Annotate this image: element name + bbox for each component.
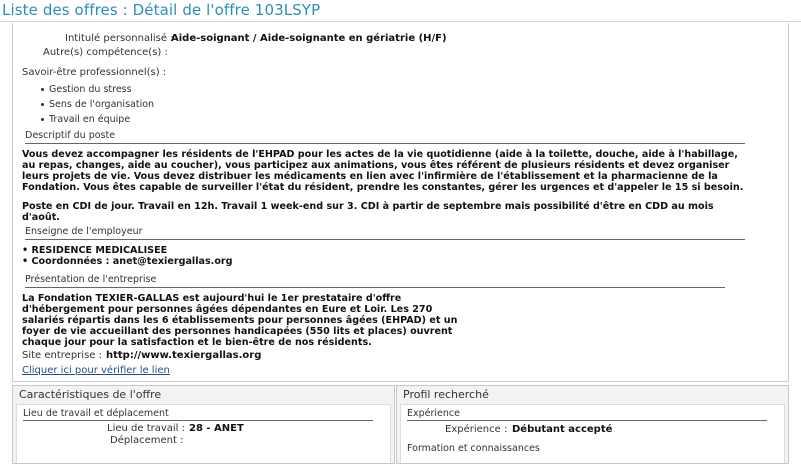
formation-section-title: Formation et connaissances bbox=[407, 443, 540, 454]
intitule-label: Intitulé personnalisé : bbox=[65, 33, 174, 44]
savoir-item-label: Gestion du stress bbox=[49, 84, 132, 95]
poste-line: d'août. bbox=[22, 212, 60, 223]
title-divider bbox=[0, 21, 801, 22]
profil-title: Profil recherché bbox=[397, 386, 788, 403]
savoir-item-label: Sens de l'organisation bbox=[49, 99, 155, 110]
site-value[interactable]: http://www.texiergallas.org bbox=[106, 350, 262, 361]
poste-line: Poste en CDI de jour. Travail en 12h. Travail 1 week-end sur 3. CDI à partir de septembre mais possibilité d'être en CDD au mois bbox=[22, 201, 714, 212]
lieu-section-divider bbox=[23, 420, 373, 421]
enseigne-line: • RESIDENCE MEDICALISEE bbox=[22, 245, 168, 256]
experience-label: Expérience : bbox=[445, 424, 508, 435]
descriptif-line: leurs projets de vie. Vous devez distribuer les médicaments en lien avec l'infirmière de l'établissement et la pharmacienne de la bbox=[22, 171, 718, 182]
lieu-value: 28 - ANET bbox=[189, 423, 244, 434]
intitule-value: Aide-soignant / Aide-soignante en gériatrie (H/F) bbox=[171, 33, 447, 44]
caracteristiques-body bbox=[16, 404, 391, 463]
savoir-etre-label: Savoir-être professionnel(s) : bbox=[22, 67, 167, 78]
bullet-icon bbox=[41, 118, 44, 121]
presentation-line: foyer de vie accueillant des personnes handicapées (550 lits et places) ouvrent bbox=[22, 326, 453, 337]
caracteristiques-box bbox=[12, 385, 395, 464]
bullet-icon bbox=[41, 103, 44, 106]
savoir-item bbox=[41, 114, 130, 126]
experience-section-divider bbox=[407, 420, 767, 421]
site-label: Site entreprise : bbox=[22, 350, 102, 361]
savoir-item-label: Travail en équipe bbox=[49, 114, 131, 125]
descriptif-line: au repas, changes, aide au coucher), vous participez aux animations, vous êtes référent de plusieurs résidents et devez organiser bbox=[22, 160, 730, 171]
presentation-divider bbox=[25, 287, 725, 288]
descriptif-line: Fondation. Vous êtes capable de surveiller l'état du résident, prendre les constantes, gérer les urgences et d'appeler le 15 si besoin. bbox=[22, 182, 744, 193]
presentation-line: chaque jour pour la satisfaction et le bien-être de nos résidents. bbox=[22, 337, 372, 348]
savoir-item bbox=[41, 84, 132, 96]
deplacement-label: Déplacement : bbox=[110, 435, 184, 446]
enseigne-divider bbox=[25, 239, 745, 240]
enseigne-line: • Coordonnées : anet@texiergallas.org bbox=[22, 256, 233, 267]
page-title: Liste des offres : Détail de l'offre 103LSYP bbox=[2, 1, 321, 19]
descriptif-divider bbox=[25, 143, 745, 144]
autres-competences-label: Autre(s) compétence(s) : bbox=[43, 47, 168, 58]
offer-detail-panel bbox=[12, 23, 789, 382]
presentation-line: salariés répartis dans les 6 établissements pour personnes âgées (EHPAD) et un bbox=[22, 315, 458, 326]
bullet-icon bbox=[41, 88, 44, 91]
presentation-line: La Fondation TEXIER-GALLAS est aujourd'hui le 1er prestataire d'offre bbox=[22, 293, 402, 304]
experience-value: Débutant accepté bbox=[512, 424, 613, 435]
profil-box bbox=[396, 385, 789, 464]
descriptif-title: Descriptif du poste bbox=[25, 130, 116, 141]
lieu-section-title: Lieu de travail et déplacement bbox=[23, 408, 169, 419]
descriptif-line: Vous devez accompagner les résidents de l'EHPAD pour les actes de la vie quotidienne (aide à la toilette, douche, aide à l'habillage, bbox=[22, 149, 738, 160]
caracteristiques-title: Caractéristiques de l'offre bbox=[13, 386, 394, 403]
presentation-title: Présentation de l'entreprise bbox=[25, 274, 157, 285]
lieu-label: Lieu de travail : bbox=[107, 423, 186, 434]
verify-link[interactable]: Cliquer ici pour vérifier le lien bbox=[22, 365, 170, 376]
experience-section-title: Expérience bbox=[407, 408, 460, 419]
profil-body bbox=[400, 404, 785, 463]
savoir-item bbox=[41, 99, 154, 111]
enseigne-title: Enseigne de l'employeur bbox=[25, 226, 143, 237]
presentation-line: d'hébergement pour personnes âgées dépendantes en Eure et Loir. Les 270 bbox=[22, 304, 433, 315]
